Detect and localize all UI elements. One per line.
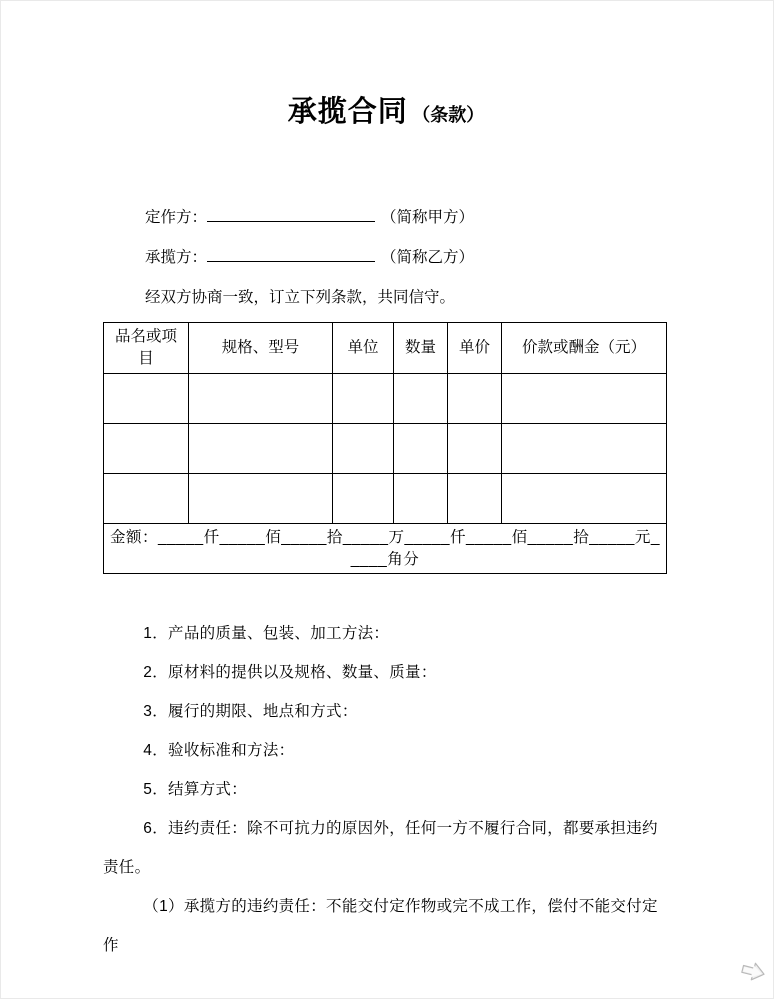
items-table-body [104, 374, 667, 574]
clause-item: （1）承揽方的违约责任：不能交付定作物或完不成工作，偿付不能交付定作 [103, 898, 658, 954]
clause-item: 6．违约责任：除不可抗力的原因外，任何一方不履行合同，都要承担违约责任。 [103, 820, 658, 876]
table-empty-row [104, 374, 667, 424]
table-header-cell: 价款或酬金（元） [502, 323, 667, 374]
table-cell [189, 374, 333, 424]
table-cell [502, 424, 667, 474]
table-cell [104, 424, 189, 474]
amount-row [104, 524, 667, 574]
party-fill-blank [207, 248, 375, 262]
clause-item: 4．验收标准和方法： [143, 742, 295, 759]
contract-title-suffix: （条款） [412, 105, 485, 125]
table-empty-row [104, 424, 667, 474]
party-line-ordering [103, 198, 669, 238]
clause-item: 1．产品的质量、包装、加工方法： [143, 625, 390, 642]
party-label: 定作方： [145, 209, 208, 226]
table-cell [333, 474, 394, 524]
forward-arrow-icon[interactable] [739, 958, 767, 988]
page-title [103, 89, 669, 130]
party-fill-blank [207, 208, 375, 222]
table-header-cell: 品名或项目 [104, 323, 189, 374]
table-header-cell: 单位 [333, 323, 394, 374]
party-label: 承揽方： [145, 249, 208, 266]
table-cell [189, 424, 333, 474]
table-cell [104, 474, 189, 524]
clauses-section [103, 614, 669, 965]
table-cell [394, 424, 448, 474]
table-header-row [104, 323, 667, 374]
party-line-contractor [103, 238, 669, 278]
table-cell [502, 474, 667, 524]
items-table-header [104, 323, 667, 374]
table-cell [394, 374, 448, 424]
table-cell [104, 374, 189, 424]
party-suffix: （简称乙方） [381, 249, 475, 266]
table-cell [394, 474, 448, 524]
table-cell [333, 374, 394, 424]
items-table [103, 322, 667, 574]
document-content [103, 1, 669, 965]
amount-line: 金额：_____仟_____佰_____拾_____万_____仟_____佰_____拾_____元_____角分 [104, 524, 667, 574]
table-header-cell: 规格、型号 [189, 323, 333, 374]
table-cell [448, 424, 502, 474]
table-cell [189, 474, 333, 524]
contract-title: 承揽合同 [287, 96, 408, 128]
table-cell [333, 424, 394, 474]
clause-item: 3．履行的期限、地点和方式： [143, 703, 358, 720]
table-cell [448, 474, 502, 524]
clause-item: 2．原材料的提供以及规格、数量、质量： [143, 664, 437, 681]
party-block [103, 198, 669, 318]
table-cell [448, 374, 502, 424]
table-empty-row [104, 474, 667, 524]
clause-item: 5．结算方式： [143, 781, 248, 798]
party-suffix: （简称甲方） [381, 209, 475, 226]
table-cell [502, 374, 667, 424]
intro-sentence: 经双方协商一致，订立下列条款，共同信守。 [145, 289, 456, 306]
table-header-cell: 单价 [448, 323, 502, 374]
table-header-cell: 数量 [394, 323, 448, 374]
